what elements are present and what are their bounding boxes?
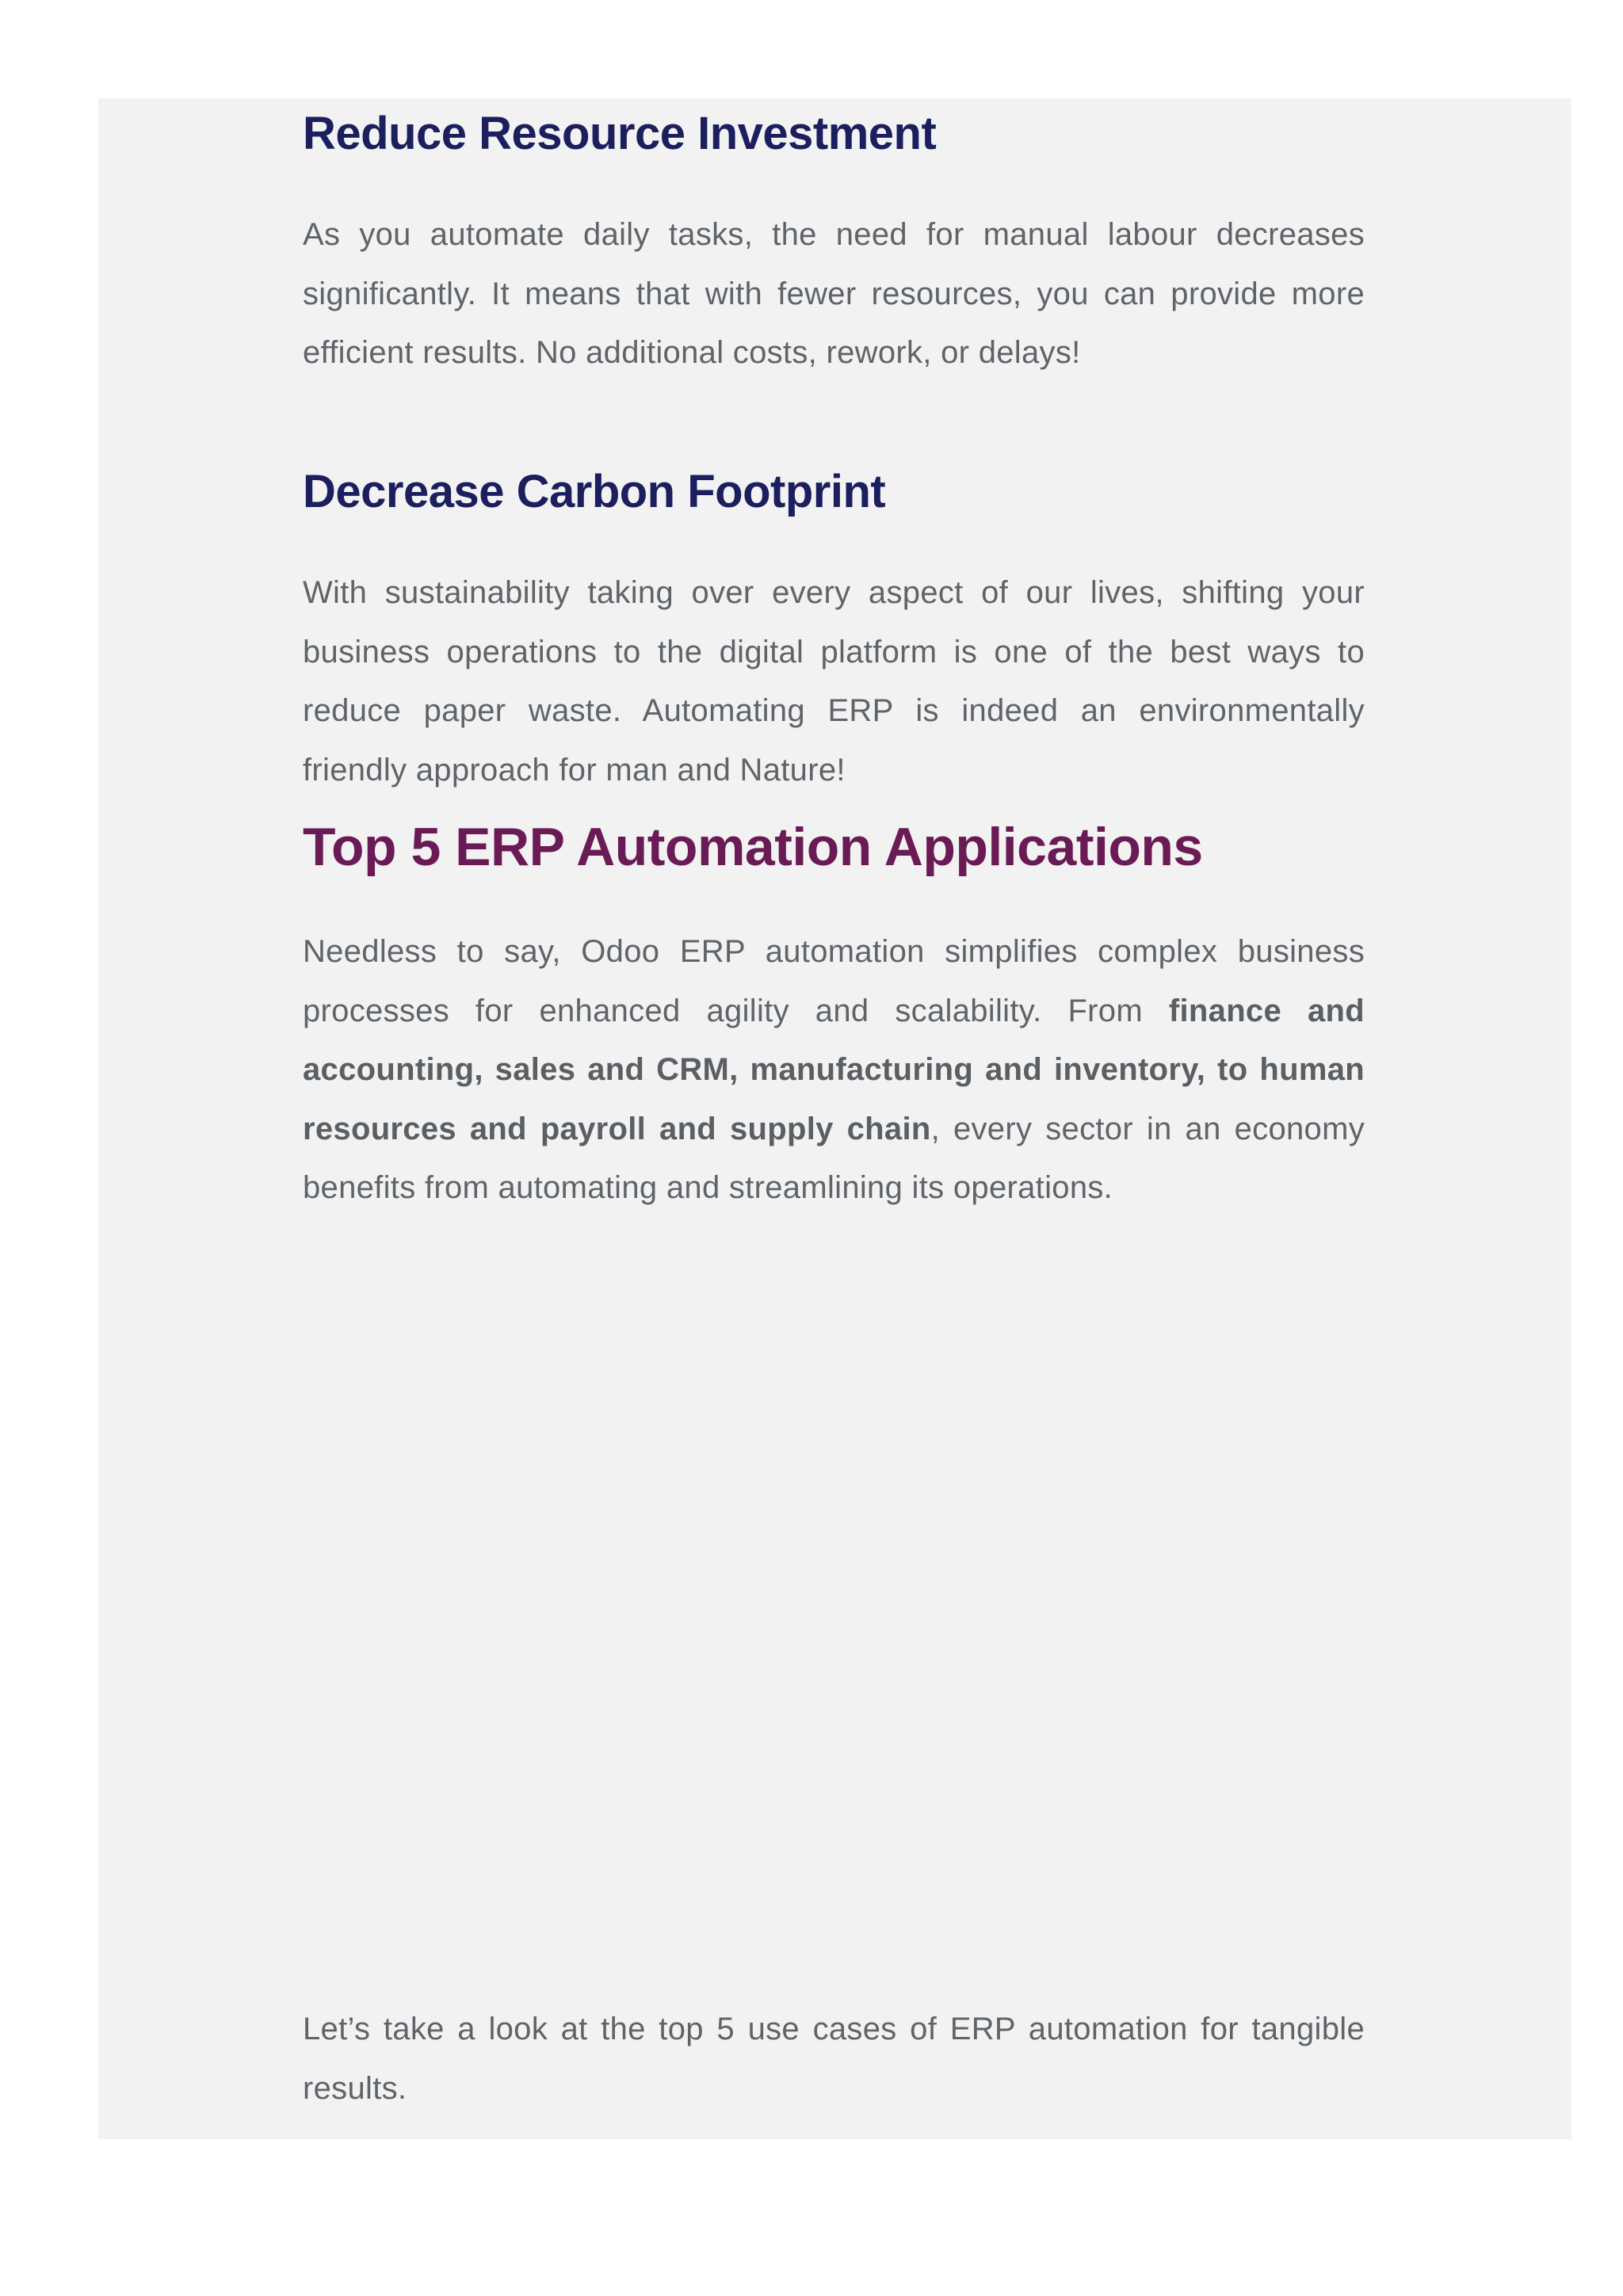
heading-reduce-resource-investment: Reduce Resource Investment [303, 108, 937, 159]
paragraph-bold-sectors: finance and accounting, sales and CRM, manufacturing and inventory, to human resources and payroll and supply chain [303, 993, 1365, 1146]
paragraph-outro-text: , every sector in an economy benefits from automating and streamlining its operations. [303, 1111, 1365, 1205]
paragraph-intro-text: Needless to say, Odoo ERP automation simplifies complex business processes for enhanced agility and scalability. From [303, 934, 1365, 1028]
paragraph-top-5-erp-intro [303, 922, 1365, 1218]
article-panel [98, 98, 1571, 2139]
paragraph-reduce-resource-investment: As you automate daily tasks, the need for manual labour decreases significantly. It means that with fewer resources, you can provide more efficient results. No additional costs, rework, or delays! [303, 217, 1365, 370]
paragraph-decrease-carbon-footprint: With sustainability taking over every aspect of our lives, shifting your business operations to the digital platform is one of the best ways to reduce paper waste. Automating ERP is indeed an environmentally friendly approach for man and Nature! [303, 575, 1365, 788]
paragraph-closing: Let’s take a look at the top 5 use cases of ERP automation for tangible results. [303, 2012, 1365, 2106]
heading-top-5-erp-automation-applications: Top 5 ERP Automation Applications [303, 817, 1203, 877]
heading-decrease-carbon-footprint: Decrease Carbon Footprint [303, 466, 886, 517]
empty-media-area [303, 1287, 1365, 1968]
